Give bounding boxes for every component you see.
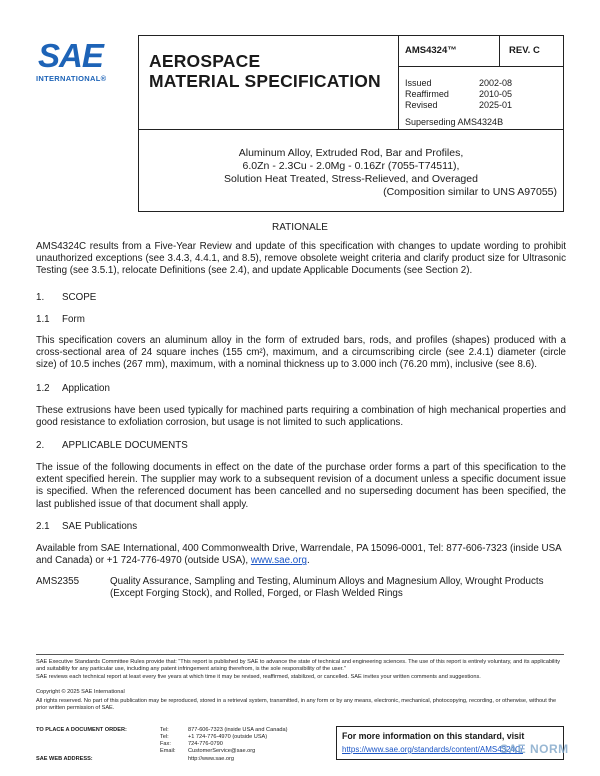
section-title: Form [62, 314, 85, 325]
divider [399, 66, 563, 67]
revised-label: Revised [405, 100, 438, 110]
divider [499, 36, 500, 66]
web-label: SAE WEB ADDRESS: [36, 756, 93, 762]
footer-review-text: SAE reviews each technical report at least every five years at which time it may be revised, reaffirmed, stabilized, or cancelled. SAE invites your written comments and suggestions. [36, 674, 481, 680]
section-1-2-text: These extrusions have been used typically for machined parts requiring a combination of high mechanical properties and good resistance to exfoliation corrosion, but usage is not limited to such applications. [36, 405, 566, 429]
section-number: 1.2 [36, 383, 50, 394]
title-box [138, 35, 398, 130]
section-1-1-heading [36, 314, 85, 325]
subject-line-3: Solution Heat Treated, Stress-Relieved, and Overaged [224, 173, 478, 185]
standard-url-link[interactable]: https://www.sae.org/standards/content/AMS4324C/ [342, 745, 523, 754]
section-title: SAE Publications [62, 521, 138, 532]
footer-copyright: Copyright © 2025 SAE International [36, 689, 125, 695]
tel2-value: +1 724-776-4970 (outside USA) [188, 734, 268, 740]
watermark-text: SAE NORM [500, 742, 569, 756]
section-2-1-heading [36, 521, 137, 532]
tel-label: Tel: [160, 727, 169, 733]
footer-rights-text: All rights reserved. No part of this publication may be reproduced, stored in a retrieval system, transmitted, in any form or by any means, electronic, mechanical, photocopying, recording, or otherwise, without the prior written permission of SAE. [36, 698, 557, 711]
issued-date: 2002-08 [479, 78, 513, 88]
revised-date: 2025-01 [479, 100, 513, 110]
subject-box [138, 130, 564, 212]
section-title: Application [62, 383, 110, 394]
tel-value: 877-606-7323 (inside USA and Canada) [188, 727, 288, 733]
section-title: APPLICABLE DOCUMENTS [62, 440, 188, 451]
order-label: TO PLACE A DOCUMENT ORDER: [36, 727, 127, 733]
subject-line-4: (Composition similar to UNS A97055) [383, 186, 557, 198]
reaffirmed-date: 2010-05 [479, 89, 513, 99]
document-header [36, 35, 564, 130]
tel2-label: Tel: [160, 734, 169, 740]
email-label: Email: [160, 748, 176, 754]
section-1-2-heading [36, 383, 110, 394]
section-title: SCOPE [62, 292, 97, 303]
rationale-heading: RATIONALE [272, 222, 328, 233]
reference-code: AMS2355 [36, 576, 80, 587]
section-number: 1.1 [36, 314, 50, 325]
email-value[interactable]: CustomerService@sae.org [188, 748, 256, 754]
document-info-box [398, 35, 564, 130]
section-1-1-text: This specification covers an aluminum alloy in the form of extruded bars, rods, and profiles (shapes) produced with a cross-sectional area of 24 square inches (155 cm²), maximum, and a circumscribing circle (see 2.4.1) diameter (circle size) of 10.5 inches (267 mm), maximum, with a nominal thickness up to 3.000 inch (76.20 mm), inclusive (see 8.6). [36, 335, 566, 371]
section-2-heading [36, 440, 188, 451]
footer-divider [36, 654, 564, 655]
subject-line-2: 6.0Zn - 2.3Cu - 2.0Mg - 0.16Zr (7055-T74511), [242, 160, 460, 172]
title-line-2: MATERIAL SPECIFICATION [149, 71, 381, 91]
fax-value: 724-776-0790 [188, 741, 223, 747]
web-value[interactable]: http://www.sae.org [188, 756, 235, 762]
issued-label: Issued [405, 78, 432, 88]
revision-label: REV. C [509, 45, 540, 56]
rationale-text: AMS4324C results from a Five-Year Review and update of this specification with changes to update wording to prohibit unauthorized exceptions (see 3.4.3, 4.4.1, and 8.5), remove obsolete weight criteria and clarify product size for Ultrasonic Testing (see 3.5.1), relocate Definitions (see 2.4), and update Applicable Documents (see Section 2). [36, 241, 566, 277]
footer-rules-text: SAE Executive Standards Committee Rules provide that: “This report is published by SAE to advance the state of technical and engineering sciences. The use of this report is entirely voluntary, and its applicability and suitability for any particular use, including any patent infringement arising therefrom, is the sole responsibility of the user.” [36, 659, 561, 672]
sae-website-link[interactable]: www.sae.org [250, 555, 307, 567]
reference-title: Quality Assurance, Sampling and Testing, Aluminum Alloys and Magnesium Alloy, Wrought Products (Except Forging Stock), and Rolled, Forged, or Flash Welded Rings [110, 576, 544, 600]
subject-line-1: Aluminum Alloy, Extruded Rod, Bar and Profiles, [238, 147, 464, 159]
sae-logo [36, 35, 140, 130]
logo-international-text: INTERNATIONAL® [36, 74, 107, 83]
section-number: 1. [36, 292, 45, 303]
reaffirmed-label: Reaffirmed [405, 89, 449, 99]
section-2-1-text [36, 543, 566, 567]
more-info-title: For more information on this standard, visit [342, 731, 525, 741]
fax-label: Fax: [160, 741, 171, 747]
section-number: 2.1 [36, 521, 50, 532]
superseding-note: Superseding AMS4324B [405, 117, 504, 127]
sae-contact-text: Available from SAE International, 400 Commonwealth Drive, Warrendale, PA 15096-0001, Tel: 877-606-7323 (inside USA and Canada) or +1 724-776-4970 (outside USA), [36, 543, 562, 567]
section-2-text: The issue of the following documents in effect on the date of the purchase order forms a part of this specification to the extent specified herein. The supplier may work to a subsequent revision of a document unless a specific document issue is specified. When the referenced document has been cancelled and no superseding document has been specified, the last published issue of that document shall apply. [36, 462, 566, 510]
document-number: AMS4324™ [405, 45, 457, 56]
sentence-end: . [306, 555, 310, 567]
logo-sae-text: SAE [38, 37, 103, 74]
title-line-1: AEROSPACE [149, 51, 261, 71]
section-number: 2. [36, 440, 45, 451]
section-1-heading [36, 292, 96, 303]
